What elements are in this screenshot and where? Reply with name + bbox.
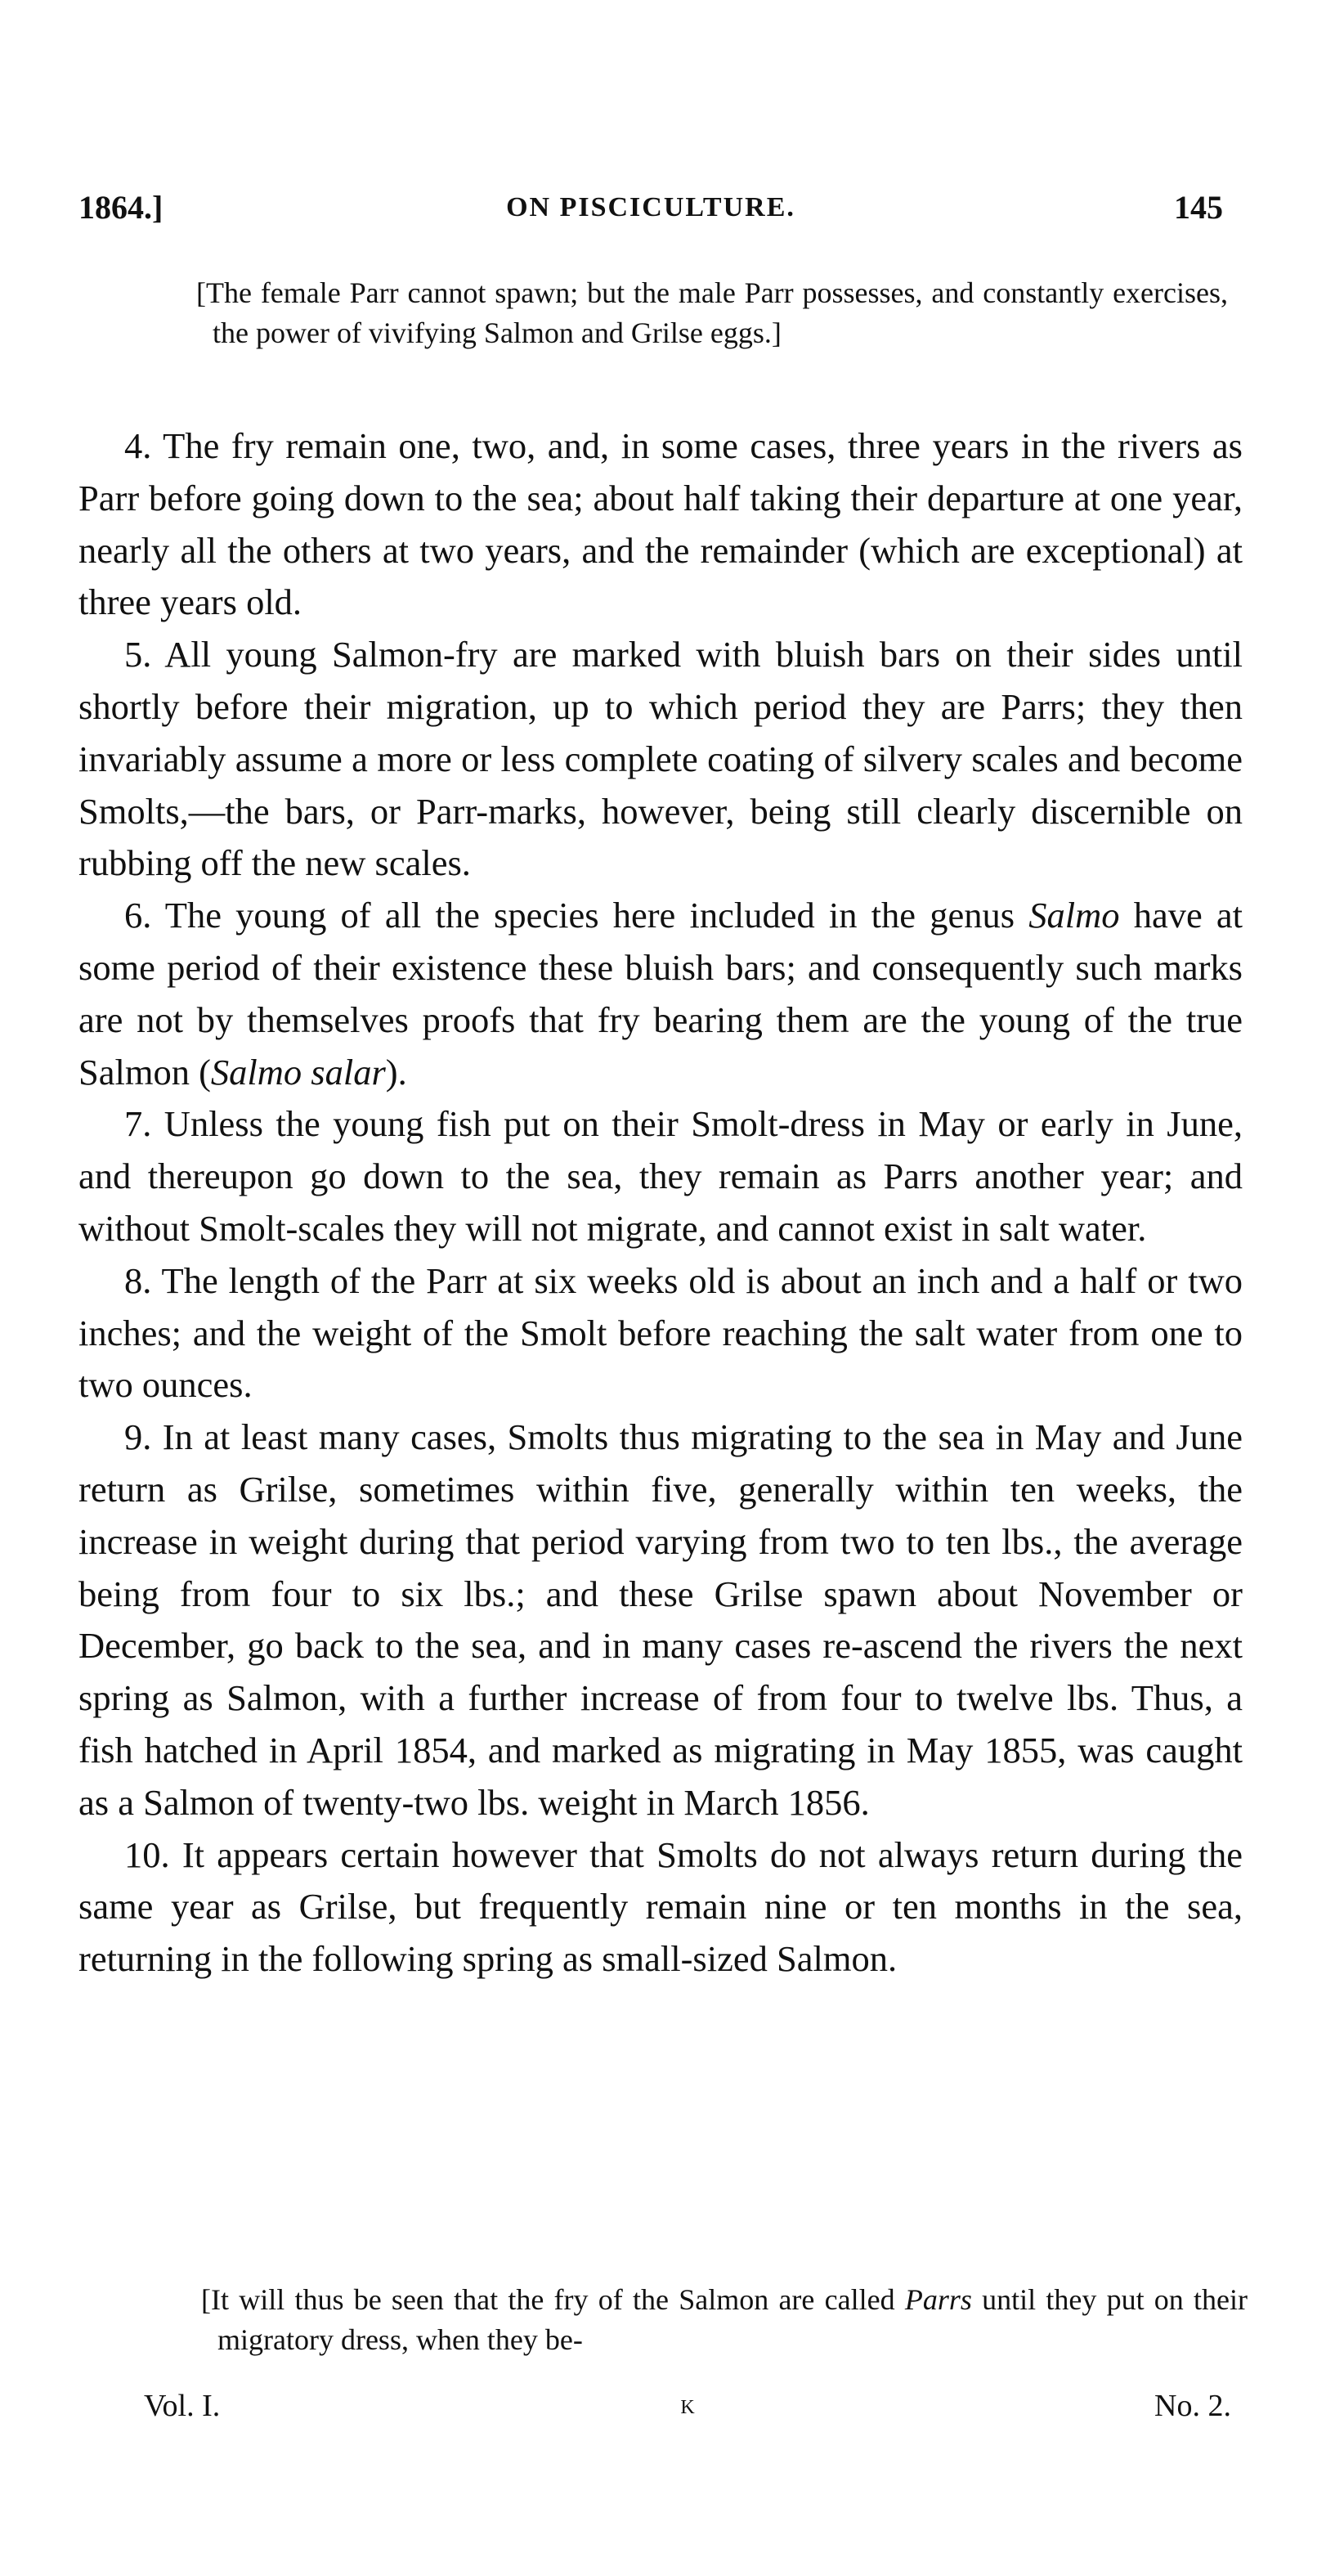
paragraph-9: 9. In at least many cases, Smolts thus migrating to the sea in May and June return as Grilse, sometimes within five, generally within ten weeks, the increase in weight during that period varying from two to ten lbs., the average being from four to six lbs.; and these Grilse spawn about November or December, go back to the sea, and in many cases re-ascend the rivers the next spring as Salmon, with a further increase of from four to twelve lbs. Thus, a fish hatched in April 1854, and marked as migrating in May 1855, was caught as a Salmon of twenty-two lbs. weight in March 1856. — [78, 1416, 1243, 1823]
header-year: 1864.] — [78, 189, 164, 226]
paragraph-6-part-b: have at some period of their existence these bluish bars; and consequently such marks are not by themselves proofs that fry bearing them are the young of the true Salmon ( — [78, 895, 1243, 1093]
footer-volume: Vol. I. — [144, 2389, 221, 2423]
body-text — [78, 420, 1243, 1986]
paragraph-5: 5. All young Salmon-fry are marked with bluish bars on their sides until shortly before their migration, up to which period they are Parrs; they then invariably assume a more or less complete coating of silvery scales and become Smolts,—the bars, or Parr-marks, however, being still clearly discernible on rubbing off the new scales. — [78, 634, 1243, 884]
editorial-note-top — [196, 273, 1228, 353]
species-name: Salmo salar — [210, 1051, 386, 1093]
paragraph-10: 10. It appears certain however that Smolts do not always return during the same year as Grilse, but frequently remain nine or ten months in the sea, returning in the following spring as small-sized Salmon. — [78, 1833, 1243, 1980]
paragraph-6-part-a: 6. The young of all the species here included in the genus — [124, 895, 1015, 936]
genus-name: Salmo — [1028, 895, 1120, 936]
footer-number: No. 2. — [1154, 2389, 1231, 2423]
paragraph-7: 7. Unless the young fish put on their Smolt-dress in May or early in June, and thereupon go down to the sea, they remain as Parrs another year; and without Smolt-scales they will not migrate, and cannot exist in salt water. — [78, 1103, 1243, 1249]
running-title: ON PISCICULTURE. — [506, 192, 795, 222]
paragraph-4: 4. The fry remain one, two, and, in some cases, three years in the rivers as Parr before going down to the sea; about half taking their departure at one year, nearly all the others at two years, and the remainder (which are exceptional) at three years old. — [78, 425, 1243, 623]
page-footer — [144, 2381, 1231, 2430]
paragraph-8: 8. The length of the Parr at six weeks old is about an inch and a half or two inches; and the weight of the Smolt before reaching the salt water from one to two ounces. — [78, 1259, 1243, 1406]
footer-signature-mark: K — [680, 2397, 695, 2418]
note-bottom-text — [201, 2280, 1248, 2360]
page-header — [78, 183, 1223, 232]
note-top-text: [The female Parr cannot spawn; but the male Parr possesses, and constantly exercises, the power of vivifying Salmon and Grilse eggs.] — [196, 276, 1228, 349]
note-bottom-before: [It will thus be seen that the fry of the Salmon are called — [201, 2283, 895, 2316]
editorial-note-bottom — [201, 2280, 1248, 2360]
page-number: 145 — [1174, 189, 1223, 226]
note-bottom-term: Parrs — [904, 2283, 972, 2316]
note-bottom-after: until they put on their migratory dress, when they be- — [217, 2283, 1248, 2356]
paragraph-6 — [78, 890, 1243, 1098]
paragraph-6-part-c: ). — [385, 1051, 407, 1093]
